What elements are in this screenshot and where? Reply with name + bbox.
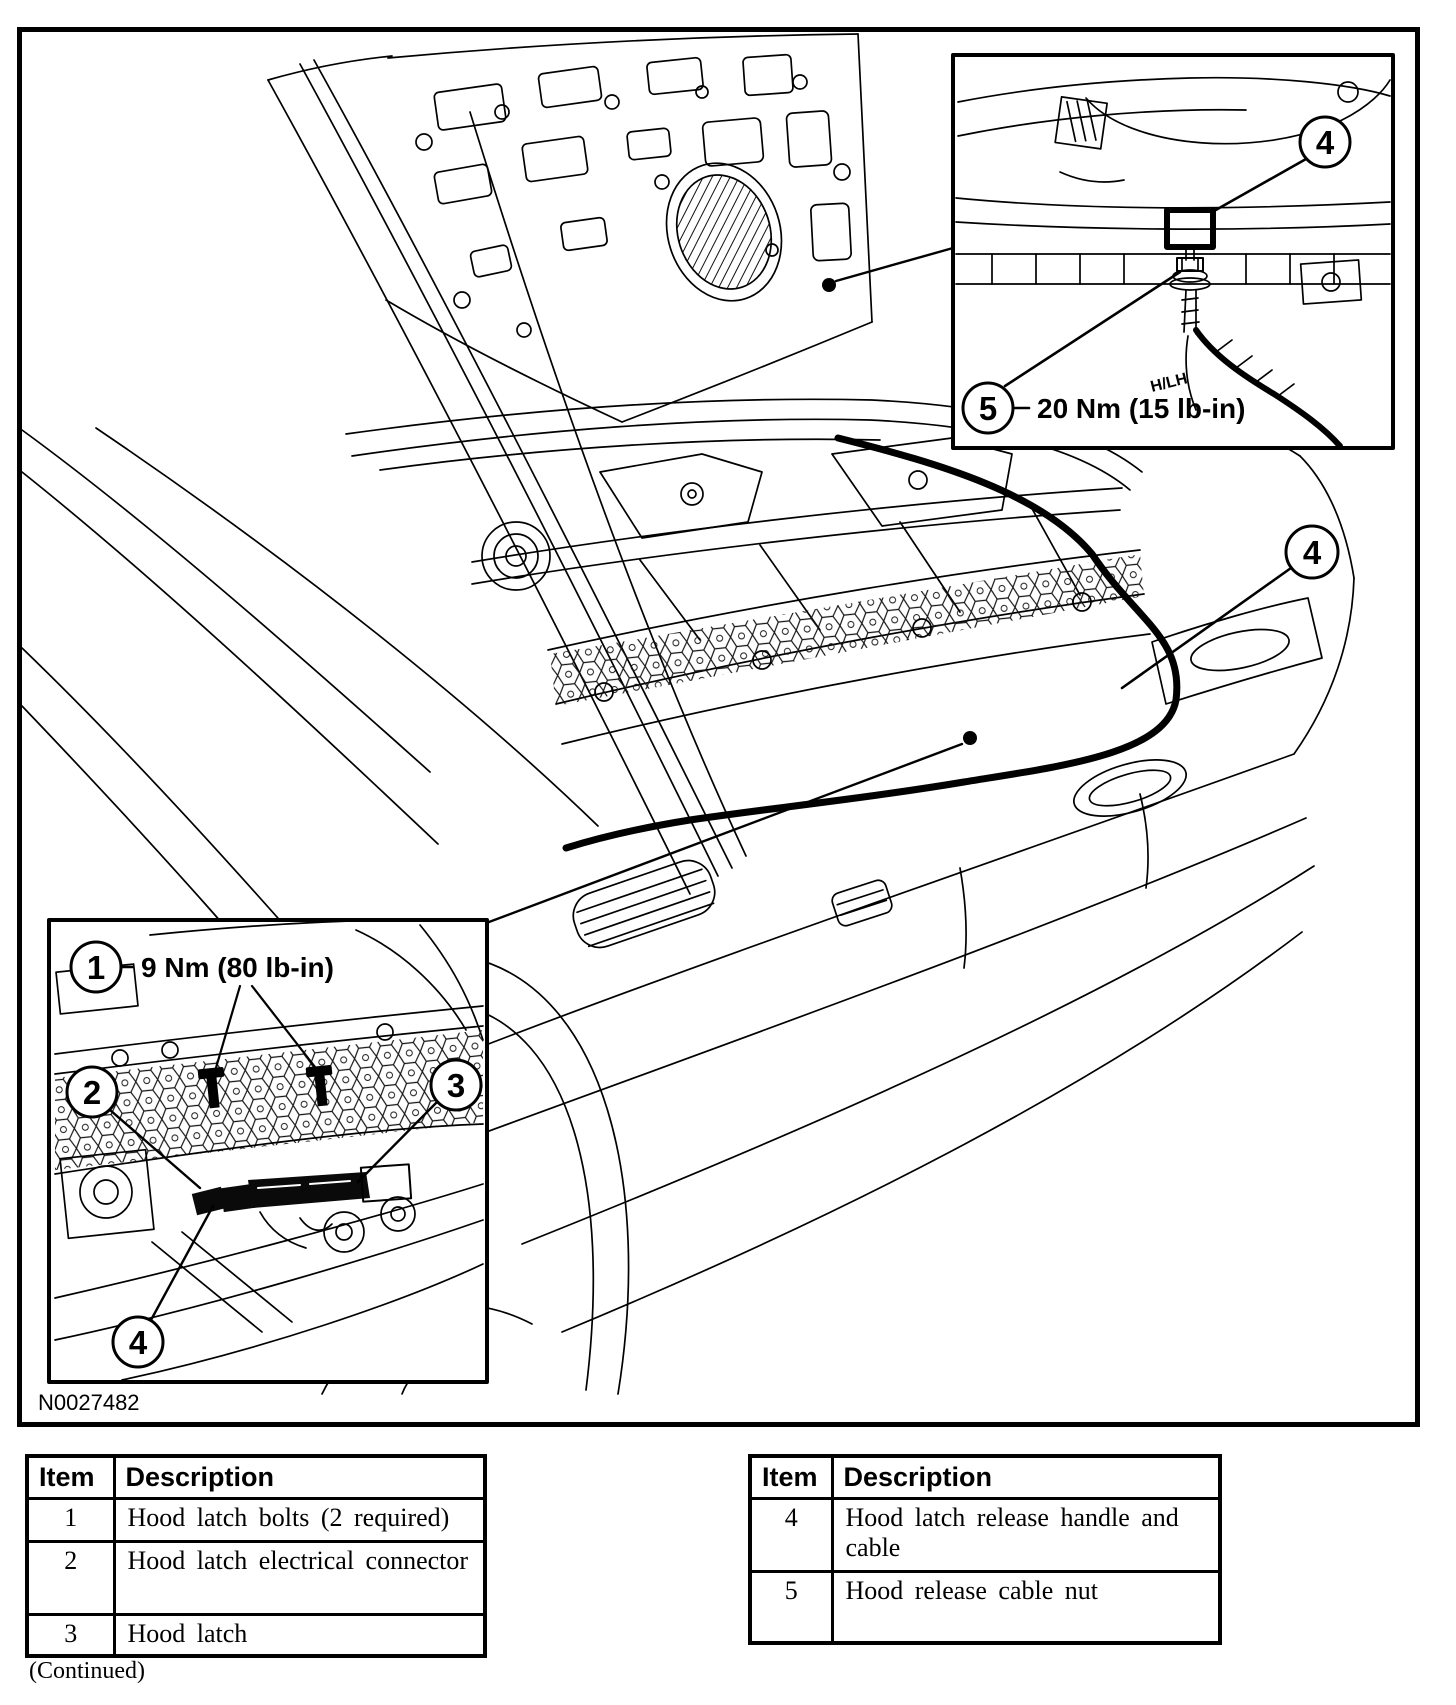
item-cell: 3 xyxy=(27,1614,114,1656)
table-header-row xyxy=(750,1456,1220,1498)
continued-label: (Continued) xyxy=(29,1658,145,1684)
table-row xyxy=(27,1614,485,1656)
item-cell: 2 xyxy=(27,1541,114,1614)
table-row xyxy=(27,1541,485,1614)
callout-4-main-number: 4 xyxy=(1302,534,1322,571)
description-header: Description xyxy=(832,1456,1220,1498)
svg-text:5: 5 xyxy=(978,390,998,427)
detail-dot-top xyxy=(822,278,836,292)
item-cell: 5 xyxy=(750,1571,832,1643)
item-header: Item xyxy=(27,1456,114,1498)
description-cell: Hood release cable nut xyxy=(832,1571,1220,1643)
item-header: Item xyxy=(750,1456,832,1498)
inset-bottom-left xyxy=(49,920,487,1382)
svg-text:4: 4 xyxy=(128,1324,148,1361)
table-header-row xyxy=(27,1456,485,1498)
svg-text:1: 1 xyxy=(86,949,106,986)
description-cell: Hood latch electrical connector xyxy=(114,1541,485,1614)
torque-label-nut: 20 Nm (15 lb-in) xyxy=(1037,393,1246,424)
inset-top-right xyxy=(953,55,1393,448)
table-row xyxy=(27,1498,485,1541)
torque-label-bolts: 9 Nm (80 lb-in) xyxy=(141,952,334,983)
description-cell: Hood latch bolts (2 required) xyxy=(114,1498,485,1541)
description-cell: Hood latch release handle and cable xyxy=(832,1498,1220,1571)
svg-text:3: 3 xyxy=(446,1067,466,1104)
molded-part-text: H/LH xyxy=(1148,370,1190,396)
table-row xyxy=(750,1571,1220,1643)
callout-4-main xyxy=(1286,526,1338,578)
svg-text:2: 2 xyxy=(82,1074,102,1111)
figure-id: N0027482 xyxy=(38,1390,140,1415)
item-cell: 1 xyxy=(27,1498,114,1541)
item-cell: 4 xyxy=(750,1498,832,1571)
description-cell: Hood latch xyxy=(114,1614,485,1656)
description-header: Description xyxy=(114,1456,485,1498)
parts-table-right xyxy=(748,1454,1222,1645)
svg-text:4: 4 xyxy=(1315,124,1335,161)
table-row xyxy=(750,1498,1220,1571)
parts-table-left xyxy=(25,1454,487,1658)
detail-dot-bottom xyxy=(963,731,977,745)
